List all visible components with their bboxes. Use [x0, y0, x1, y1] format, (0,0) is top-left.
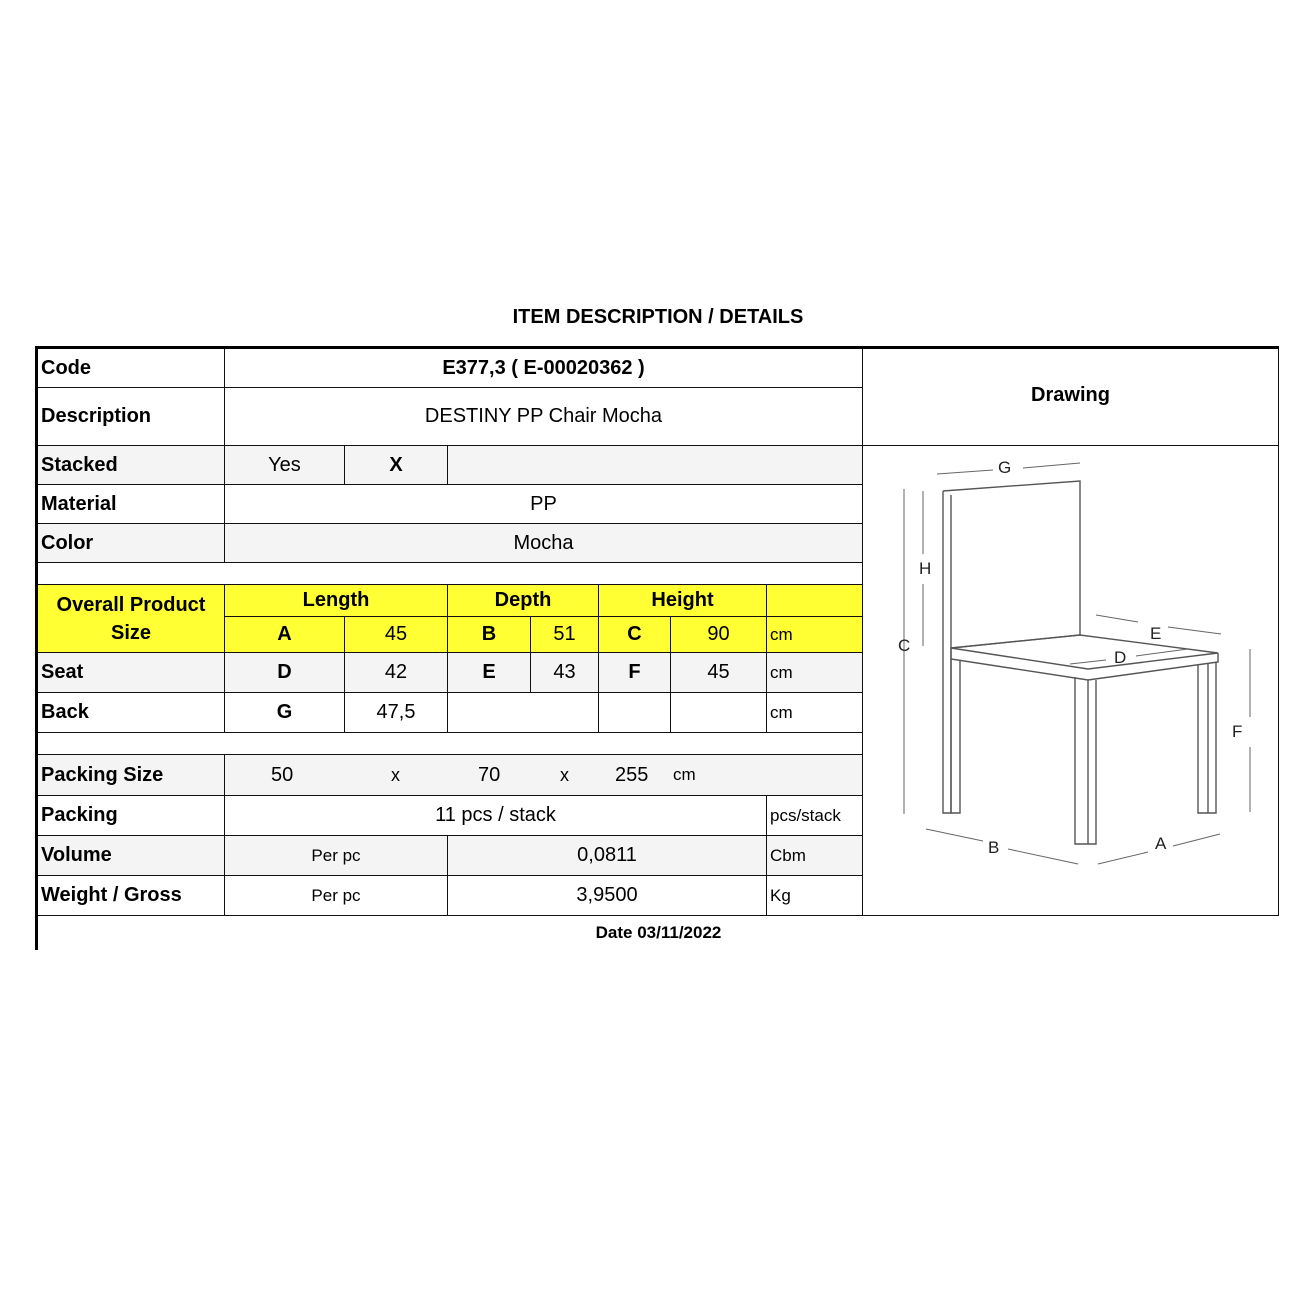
e-letter: E: [448, 653, 531, 693]
height-header: Height: [599, 585, 767, 617]
dim-letter-f: F: [1232, 722, 1243, 741]
packing-size-label: Packing Size: [38, 755, 225, 796]
drawing-label: Drawing: [863, 349, 1279, 446]
overall-unit: cm: [767, 617, 863, 653]
color-value: Mocha: [225, 524, 863, 563]
back-empty-2: [599, 693, 671, 733]
volume-value: 0,0811: [448, 836, 767, 876]
stacked-yes: Yes: [225, 446, 345, 485]
a-letter: A: [225, 617, 345, 653]
volume-per: Per pc: [225, 836, 448, 876]
code-label: Code: [38, 349, 225, 388]
spacer-row-2: [38, 733, 863, 755]
stacked-empty: [448, 446, 863, 485]
spacer-row: [38, 563, 863, 585]
description-label: Description: [38, 388, 225, 446]
a-value: 45: [345, 617, 448, 653]
packing-size-values: [225, 755, 863, 796]
back-empty-1: [448, 693, 599, 733]
description-value: DESTINY PP Chair Mocha: [225, 388, 863, 446]
page-title: ITEM DESCRIPTION / DETAILS: [512, 306, 804, 328]
b-letter: B: [448, 617, 531, 653]
packing-unit: pcs/stack: [767, 796, 863, 836]
weight-value: 3,9500: [448, 876, 767, 916]
weight-label: Weight / Gross: [38, 876, 225, 916]
stacked-mark: X: [345, 446, 448, 485]
seat-unit: cm: [767, 653, 863, 693]
c-value: 90: [671, 617, 767, 653]
g-value: 47,5: [345, 693, 448, 733]
weight-per: Per pc: [225, 876, 448, 916]
f-value: 45: [671, 653, 767, 693]
packing-value: 11 pcs / stack: [225, 796, 767, 836]
back-empty-3: [671, 693, 767, 733]
item-details-table: [35, 346, 1279, 950]
code-value: E377,3 ( E-00020362 ): [225, 349, 863, 388]
color-label: Color: [38, 524, 225, 563]
c-letter: C: [599, 617, 671, 653]
d-letter: D: [225, 653, 345, 693]
dim-letter-g: G: [998, 458, 1012, 477]
packing-size-v2: 70: [478, 763, 501, 786]
length-header: Length: [225, 585, 448, 617]
dim-letter-h: H: [919, 559, 932, 578]
packing-size-x1: x: [391, 764, 400, 785]
volume-label: Volume: [38, 836, 225, 876]
g-letter: G: [225, 693, 345, 733]
packing-size-v3: 255: [615, 763, 649, 786]
packing-label: Packing: [38, 796, 225, 836]
stacked-label: Stacked: [38, 446, 225, 485]
dim-letter-b: B: [988, 838, 1000, 857]
material-value: PP: [225, 485, 863, 524]
unit-header-empty: [767, 585, 863, 617]
packing-size-unit: cm: [673, 765, 696, 784]
b-value: 51: [531, 617, 599, 653]
d-value: 42: [345, 653, 448, 693]
dim-letter-d: D: [1114, 648, 1127, 667]
packing-size-x2: x: [560, 764, 569, 785]
packing-size-v1: 50: [271, 763, 294, 786]
dim-letter-e: E: [1150, 624, 1162, 643]
volume-unit: Cbm: [767, 836, 863, 876]
e-value: 43: [531, 653, 599, 693]
dim-letter-c: C: [898, 636, 911, 655]
back-label: Back: [38, 693, 225, 733]
seat-label: Seat: [38, 653, 225, 693]
dim-letter-a: A: [1155, 834, 1167, 853]
date-footer: Date 03/11/2022: [38, 916, 1279, 950]
f-letter: F: [599, 653, 671, 693]
overall-size-label: Overall Product Size: [38, 585, 225, 653]
depth-header: Depth: [448, 585, 599, 617]
material-label: Material: [38, 485, 225, 524]
chair-drawing: [863, 446, 1279, 916]
weight-unit: Kg: [767, 876, 863, 916]
back-unit: cm: [767, 693, 863, 733]
